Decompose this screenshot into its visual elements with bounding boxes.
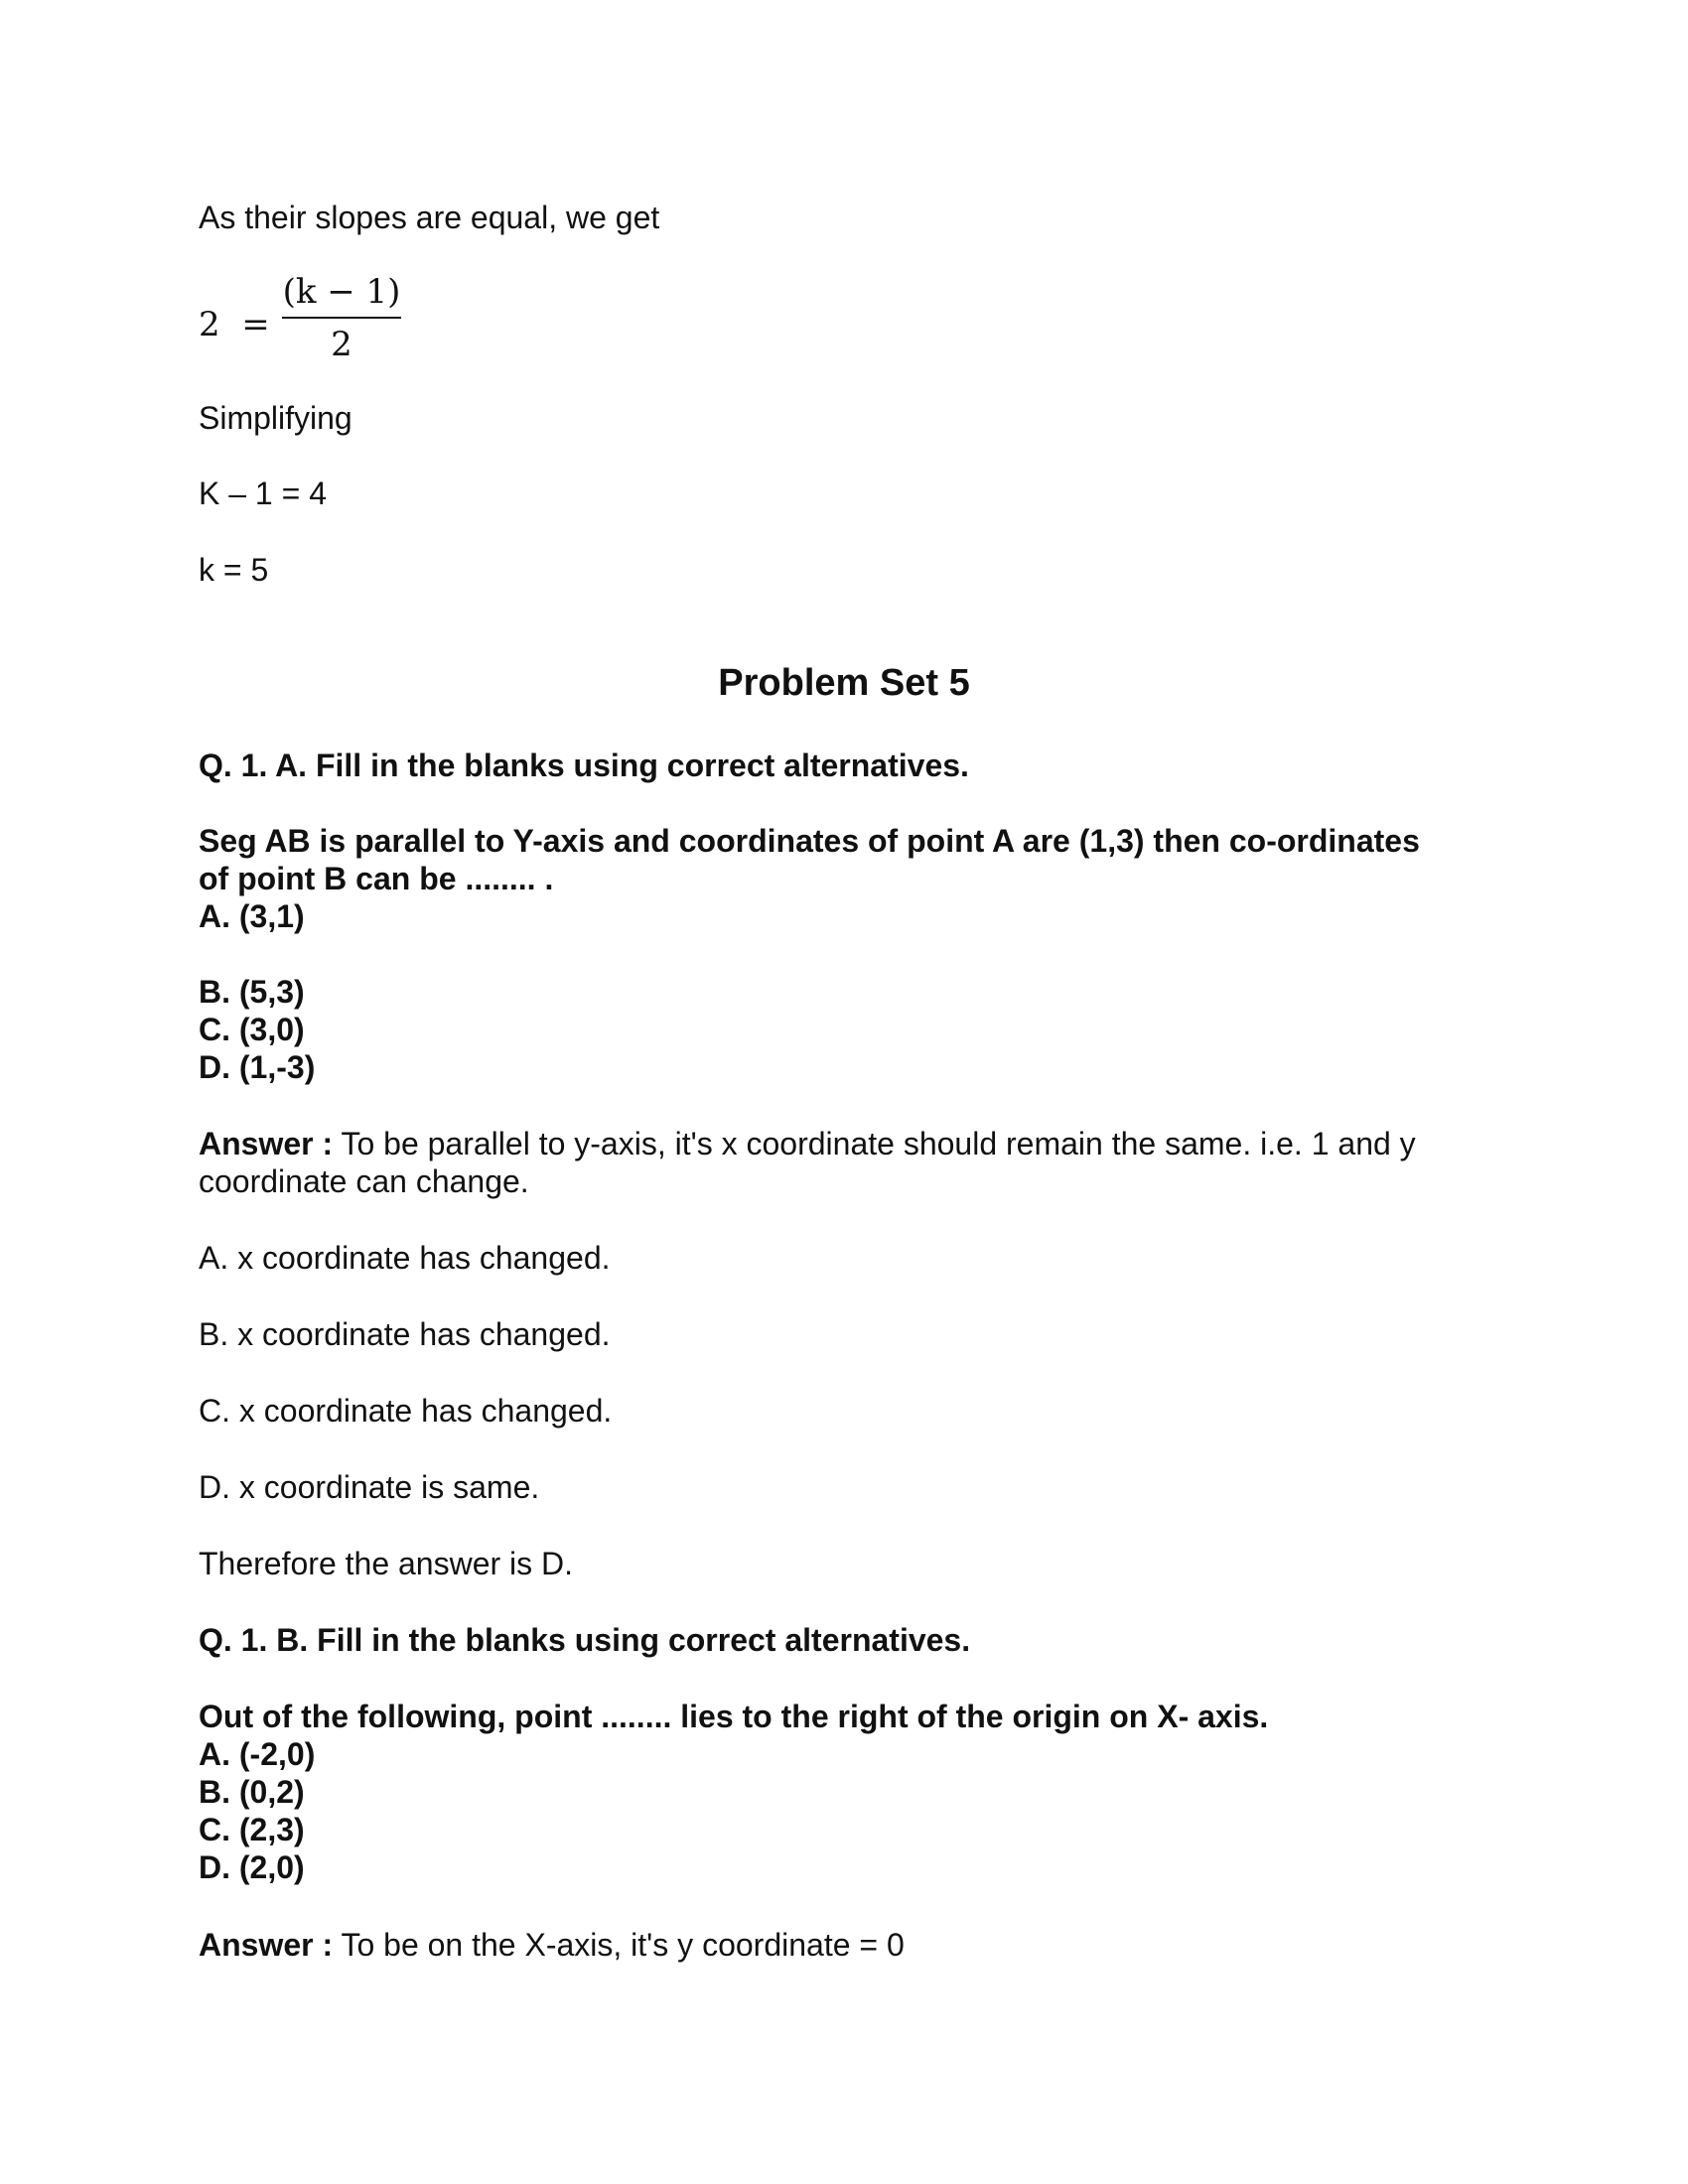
q1a-answer-line-1	[199, 1125, 1489, 1162]
q1b-option-c: C. (2,3)	[199, 1812, 305, 1847]
q1b-question: Out of the following, point ........ lies to the right of the origin on X- axis.	[199, 1699, 1269, 1734]
section-title: Problem Set 5	[718, 662, 970, 704]
q1b-answer	[199, 1926, 1489, 1964]
q1b-heading: Q. 1. B. Fill in the blanks using correct alternatives.	[199, 1622, 971, 1658]
answer-text: To be parallel to y-axis, it's x coordinate should remain the same. i.e. 1 and y	[333, 1126, 1416, 1161]
answer-label: Answer :	[199, 1927, 334, 1963]
q1a-explanation-b: B. x coordinate has changed.	[199, 1316, 611, 1352]
q1a-option-c: C. (3,0)	[199, 1012, 305, 1047]
answer-text: To be on the X-axis, it's y coordinate = 0	[333, 1927, 905, 1963]
q1a-explanation-d: D. x coordinate is same.	[199, 1469, 540, 1505]
q1a-explanation-a: A. x coordinate has changed.	[199, 1240, 611, 1276]
q1a-conclusion: Therefore the answer is D.	[199, 1546, 574, 1581]
fraction-denominator: 2	[331, 325, 352, 364]
q1a-heading: Q. 1. A. Fill in the blanks using correct alternatives.	[199, 748, 969, 783]
q1a-question-line-1: Seg AB is parallel to Y-axis and coordinates of point A are (1,3) then co-ordinates	[199, 823, 1420, 859]
answer-label: Answer :	[199, 1126, 334, 1161]
q1a-option-d: D. (1,-3)	[199, 1049, 316, 1085]
fraction-numerator: (k − 1)	[282, 272, 401, 312]
q1b-option-d: D. (2,0)	[199, 1849, 305, 1885]
step-2: k = 5	[199, 552, 269, 588]
q1a-option-b: B. (5,3)	[199, 974, 305, 1010]
q1a-option-a: A. (3,1)	[199, 898, 305, 934]
q1a-explanation-c: C. x coordinate has changed.	[199, 1393, 613, 1429]
q1b-option-a: A. (-2,0)	[199, 1736, 316, 1772]
equation-fraction	[282, 270, 401, 366]
step-1: K – 1 = 4	[199, 476, 327, 511]
q1a-answer-line-2: coordinate can change.	[199, 1163, 529, 1199]
q1a-question-line-2: of point B can be ........ .	[199, 861, 554, 896]
equation-lhs: 2 =	[199, 305, 270, 344]
slopes-text: As their slopes are equal, we get	[199, 200, 660, 235]
fraction-bar	[282, 317, 401, 319]
q1b-option-b: B. (0,2)	[199, 1774, 305, 1810]
simplifying-text: Simplifying	[199, 400, 352, 436]
